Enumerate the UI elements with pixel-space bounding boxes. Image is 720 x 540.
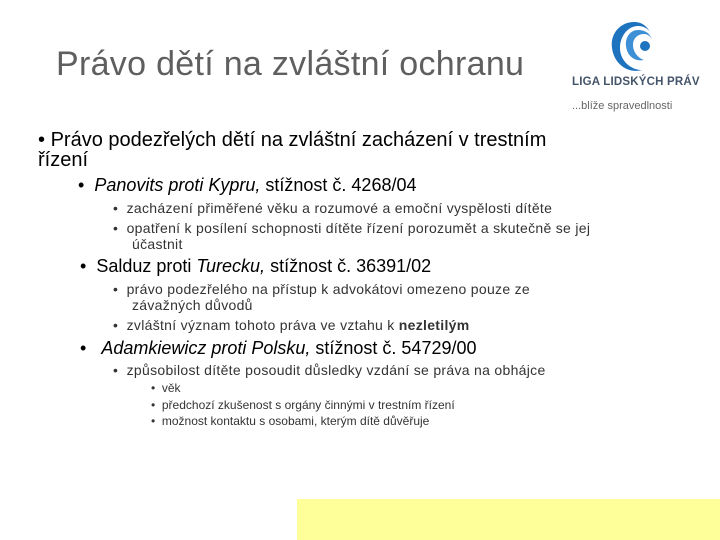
subpoint-text: věk bbox=[161, 381, 181, 395]
bullet: • bbox=[78, 175, 95, 195]
point-text: opatření k posílení schopnosti dítěte řízení porozumět a skutečně se jej bbox=[126, 220, 591, 236]
bullet: • bbox=[151, 414, 162, 428]
bullet: • bbox=[151, 398, 162, 412]
case-title-italic: Turecku, bbox=[196, 256, 266, 276]
bullet: • bbox=[113, 281, 127, 297]
point-text: zacházení přiměřené věku a rozumové a emoční vyspělosti dítěte bbox=[126, 200, 553, 216]
bullet: • bbox=[113, 220, 127, 236]
point-text-bold: nezletilým bbox=[398, 317, 470, 333]
list-item-continuation: závažných důvodů bbox=[132, 297, 253, 313]
logo-slogan: ...blíže spravedlnosti bbox=[572, 100, 673, 112]
list-item-continuation: účastnit bbox=[132, 236, 183, 252]
case-title-rest: stížnost č. 36391/02 bbox=[265, 256, 432, 276]
subpoint-text: předchozí zkušenost s orgány činnými v trestním řízení bbox=[161, 398, 455, 412]
list-item bbox=[113, 220, 590, 236]
bullet: • bbox=[113, 317, 127, 333]
sub-list-item bbox=[151, 381, 181, 395]
bullet: • bbox=[38, 129, 46, 151]
point-text: způsobilost dítěte posoudit důsledky vzdání se práva na obhájce bbox=[126, 362, 546, 378]
subpoint-text: možnost kontaktu s osobami, kterým dítě důvěřuje bbox=[161, 414, 430, 428]
list-item bbox=[113, 200, 552, 216]
case-panovits bbox=[78, 175, 416, 196]
heading-line-2: řízení bbox=[38, 149, 89, 171]
point-text: právo podezřelého na přístup k advokátovi omezeno pouze ze bbox=[126, 281, 531, 297]
sub-list-item bbox=[151, 398, 455, 412]
point-text: zvláštní význam tohoto práva ve vztahu k bbox=[126, 317, 399, 333]
list-item bbox=[113, 281, 530, 297]
case-title-italic: Panovits proti Kypru, bbox=[94, 175, 261, 195]
case-salduz bbox=[80, 256, 431, 277]
sub-list-item bbox=[151, 414, 429, 428]
case-title-rest: stížnost č. 54729/00 bbox=[310, 338, 477, 358]
bullet: • bbox=[151, 381, 162, 395]
logo-name: LIGA LIDSKÝCH PRÁV bbox=[572, 76, 700, 88]
case-title-rest: stížnost č. 4268/04 bbox=[260, 175, 417, 195]
slide-title: Právo dětí na zvláštní ochranu bbox=[56, 45, 525, 83]
case-adamkiewicz bbox=[80, 338, 477, 359]
footer-accent-block bbox=[297, 499, 720, 540]
bullet: • bbox=[113, 362, 127, 378]
case-title-italic: Adamkiewicz proti Polsku, bbox=[101, 338, 311, 358]
case-title-pre: Salduz proti bbox=[96, 256, 197, 276]
heading-text: Právo podezřelých dětí na zvláštní zacházení v trestním bbox=[50, 129, 547, 151]
bullet: • bbox=[80, 338, 102, 358]
bullet: • bbox=[113, 200, 127, 216]
bullet: • bbox=[80, 256, 97, 276]
heading-line-1 bbox=[38, 129, 546, 152]
list-item bbox=[113, 317, 470, 333]
list-item bbox=[113, 362, 546, 378]
liga-logo bbox=[570, 20, 710, 120]
liga-logo-icon bbox=[608, 20, 660, 74]
